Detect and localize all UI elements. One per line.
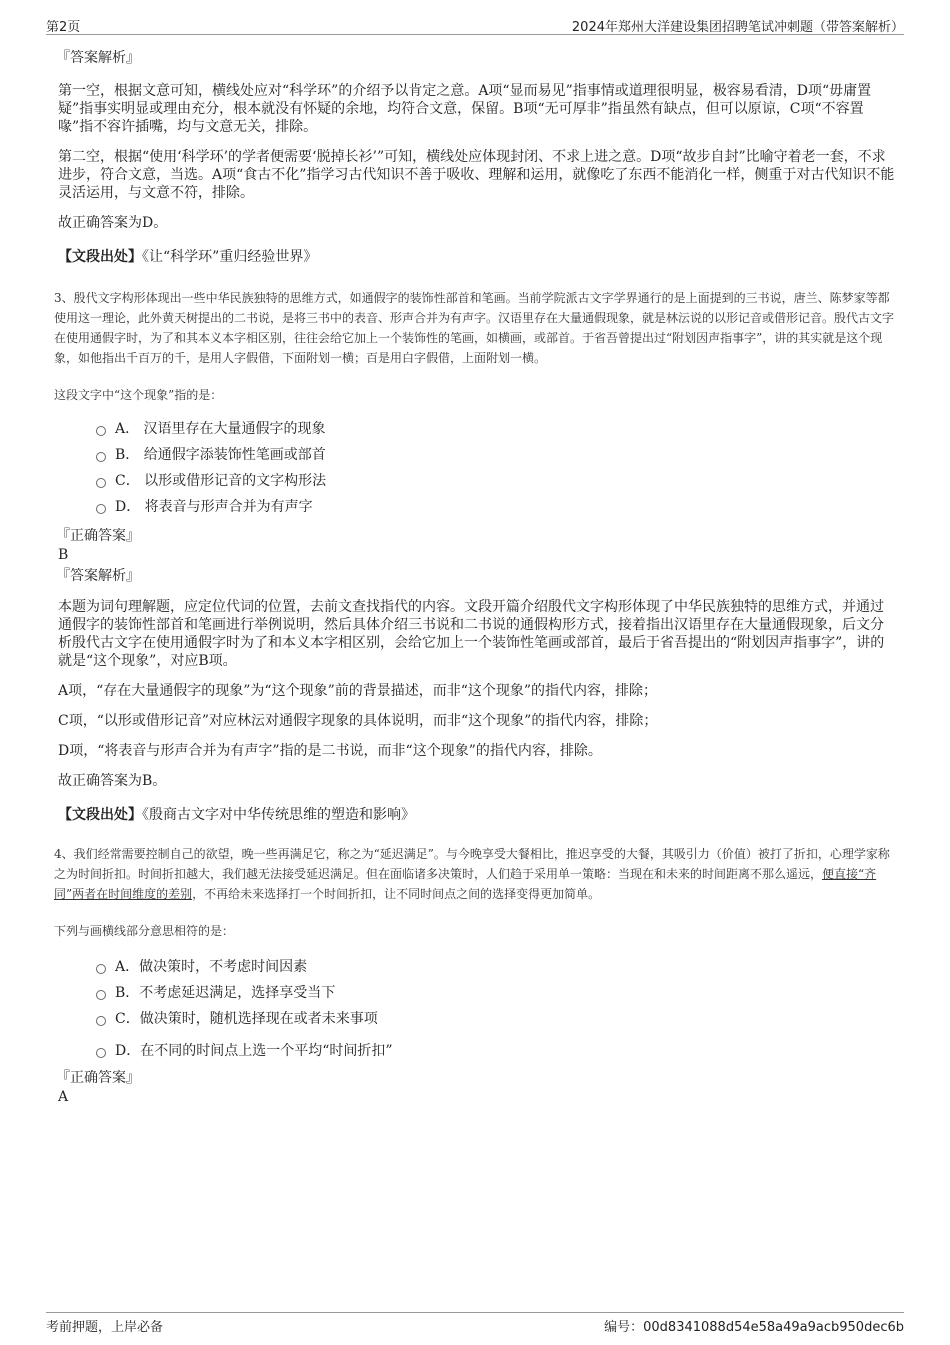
analysis-paragraph: 第一空，根据文意可知，横线处应对“科学环”的介绍予以肯定之意。A项“显而易见”指事情或道理很明显，极容易看清，D项“毋庸置疑”指事实明显或理由充分，根本就没有怀疑的余地，均符合文意，保留。B项“无可厚非”指虽然有缺点，但可以原谅，C项“不容置喙”指不容许插嘴，均与文意无关，排除。 bbox=[58, 83, 872, 135]
document-title: 2024年郑州大洋建设集团招聘笔试冲刺题（带答案解析） bbox=[571, 20, 904, 35]
source-label: 【文段出处】 bbox=[58, 249, 142, 265]
option-b[interactable] bbox=[96, 442, 896, 468]
document-id: 编号：00d8341088d54e58a49a9acb950dec6b bbox=[604, 1320, 904, 1335]
analysis-paragraph: A项，“存在大量通假字的现象”为“这个现象”前的背景描述，而非“这个现象”的指代内容，排除； bbox=[58, 683, 658, 699]
radio-icon[interactable] bbox=[96, 990, 106, 1000]
option-a[interactable] bbox=[96, 954, 896, 980]
question-prompt: 这段文字中“这个现象”指的是： bbox=[54, 388, 223, 402]
option-text: B．不考虑延迟满足，选择享受当下 bbox=[115, 985, 336, 1001]
footer-slogan: 考前押题，上岸必备 bbox=[46, 1320, 164, 1335]
option-c[interactable] bbox=[96, 468, 896, 494]
passage-text: 4、我们经常需要控制自己的欲望，晚一些再满足它，称之为“延迟满足”。与今晚享受大餐相比，推迟享受的大餐，其吸引力（价值）被打了折扣，心理学家称之为时间折扣。时间折扣越大，我们越无法接受延迟满足。但在面临诸多决策时，人们趋于采用单一策略：当现在和未来的时间距离不那么遥远， bbox=[54, 847, 890, 881]
correct-answer: B bbox=[58, 547, 69, 563]
correct-answer: A bbox=[58, 1089, 69, 1105]
option-text: B． 给通假字添装饰性笔画或部首 bbox=[115, 447, 326, 463]
page-number: 第2页 bbox=[46, 20, 81, 35]
radio-icon[interactable] bbox=[96, 426, 106, 436]
correct-answer-label: 『正确答案』 bbox=[56, 528, 140, 544]
option-c[interactable] bbox=[96, 1006, 896, 1032]
page-content bbox=[56, 48, 896, 1106]
analysis-paragraph: D项，“将表音与形声合并为有声字”指的是二书说，而非“这个现象”的指代内容，排除。 bbox=[58, 743, 602, 759]
analysis-label: 『答案解析』 bbox=[56, 568, 140, 584]
radio-icon[interactable] bbox=[96, 1048, 106, 1058]
option-d[interactable] bbox=[96, 494, 896, 520]
analysis-paragraph: 本题为词句理解题，应定位代词的位置，去前文查找指代的内容。文段开篇介绍殷代文字构形体现了中华民族独特的思维方式，并通过通假字的装饰性部首和笔画进行举例说明，然后具体介绍三书说和二书说的通假构形方式，接着指出汉语里存在大量通假现象，后文分析殷代古文字在使用通假字时为了和本义本字相区别，会给它加上一个装饰性笔画或部首，最后于省吾提出的“附划因声指事字”，讲的就是“这个现象”，对应B项。 bbox=[58, 599, 885, 669]
option-text: C．做决策时，随机选择现在或者未来事项 bbox=[115, 1011, 378, 1027]
source-label: 【文段出处】 bbox=[58, 807, 142, 823]
option-a[interactable] bbox=[96, 416, 896, 442]
underlined-text: 便直接“齐同”两者在时间维度的差别 bbox=[54, 867, 877, 901]
option-d[interactable] bbox=[96, 1038, 896, 1064]
option-text: C． 以形或借形记音的文字构形法 bbox=[115, 473, 327, 489]
option-text: D．在不同的时间点上选一个平均“时间折扣” bbox=[115, 1043, 393, 1059]
passage-text: ，不再给未来选择打一个时间折扣，让不同时间点之间的选择变得更加简单。 bbox=[192, 887, 601, 901]
option-text: A．做决策时，不考虑时间因素 bbox=[115, 959, 308, 975]
analysis-paragraph: C项，“以形或借形记音”对应林沄对通假字现象的具体说明，而非“这个现象”的指代内容，排除； bbox=[58, 713, 658, 729]
question-prompt: 下列与画横线部分意思相符的是： bbox=[54, 924, 235, 938]
source-citation bbox=[58, 248, 896, 266]
radio-icon[interactable] bbox=[96, 1016, 106, 1026]
source-citation bbox=[58, 806, 896, 824]
question-passage bbox=[54, 844, 896, 904]
option-text: A． 汉语里存在大量通假字的现象 bbox=[115, 421, 326, 437]
analysis-label: 『答案解析』 bbox=[56, 50, 140, 66]
source-title: 《让“科学环”重归经验世界》 bbox=[142, 249, 318, 265]
radio-icon[interactable] bbox=[96, 504, 106, 514]
option-list bbox=[96, 416, 896, 520]
correct-answer-label: 『正确答案』 bbox=[56, 1070, 140, 1086]
source-title: 《殷商古文字对中华传统思维的塑造和影响》 bbox=[142, 807, 415, 823]
option-text: D． 将表音与形声合并为有声字 bbox=[115, 499, 313, 515]
analysis-paragraph: 第二空，根据“使用‘科学环’的学者便需要‘脱掉长衫’”可知，横线处应体现封闭、不求上进之意。D项“故步自封”比喻守着老一套，不求进步，符合文意，当选。A项“食古不化”指学习古代知识不善于吸收、理解和运用，就像吃了东西不能消化一样，侧重于对古代知识不能灵活运用，与文意不符，排除。 bbox=[58, 149, 895, 201]
option-list bbox=[96, 954, 896, 1064]
page-footer bbox=[46, 1312, 904, 1335]
analysis-paragraph: 故正确答案为B。 bbox=[58, 773, 167, 789]
radio-icon[interactable] bbox=[96, 478, 106, 488]
option-b[interactable] bbox=[96, 980, 896, 1006]
page-header bbox=[46, 14, 904, 35]
radio-icon[interactable] bbox=[96, 964, 106, 974]
analysis-paragraph: 故正确答案为D。 bbox=[58, 215, 168, 231]
radio-icon[interactable] bbox=[96, 452, 106, 462]
question-passage: 3、殷代文字构形体现出一些中华民族独特的思维方式，如通假字的装饰性部首和笔画。当前学院派古文字学界通行的是上面提到的三书说，唐兰、陈梦家等都使用这一理论，此外黄天树提出的二书说，是将三书中的表音、形声合并为有声字。汉语里存在大量通假现象，就是林沄说的以形记音或借形记音。殷代古文字在使用通假字时，为了和其本义本字相区别，往往会给它加上一个装饰性的笔画，如横画，或部首。于省吾曾提出过“附划因声指事字”，讲的其实就是这个现象，如他指出千百万的千，是用人字假借，下面附划一横；百是用白字假借，上面附划一横。 bbox=[54, 291, 895, 365]
